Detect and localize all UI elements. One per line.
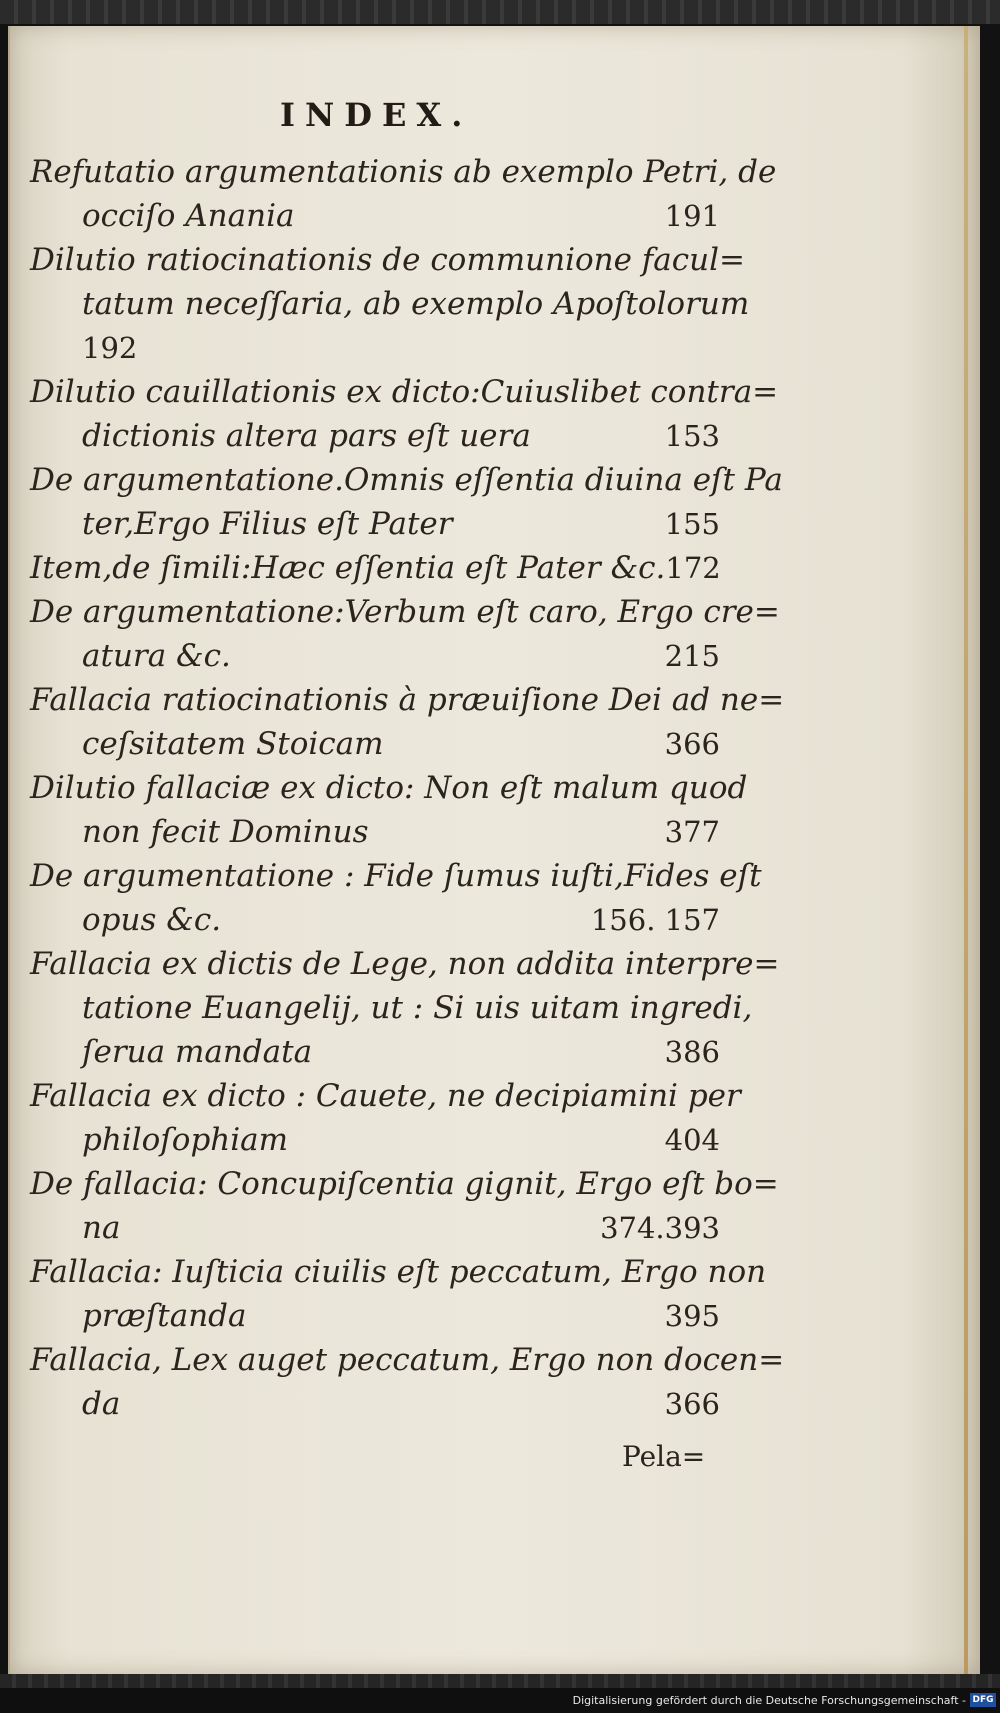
entry-text: philoſophiam: [82, 1122, 289, 1158]
index-entry: [30, 458, 783, 546]
entry-text: Fallacia: Iuſticia ciuilis eſt peccatum, Ergo non: [30, 1254, 767, 1290]
index-entry: [30, 370, 779, 458]
index-entry: [30, 678, 785, 766]
entry-text: ceſsitatem Stoicam: [82, 726, 384, 762]
index-entry: [30, 150, 777, 238]
entry-text: Item,de ſimili:Hæc eſſentia eſt Pater &c.: [30, 550, 666, 586]
index-entry: [30, 1338, 785, 1426]
index-entry: [30, 1162, 779, 1250]
entry-text: dictionis altera pars eſt uera: [82, 418, 531, 454]
index-entry-line: [30, 502, 720, 546]
entry-text: atura &c.: [82, 638, 231, 674]
scan-top-strip: [0, 0, 1000, 24]
dfg-logo: DFG: [970, 1693, 996, 1707]
index-entry-line: [30, 1382, 720, 1426]
page-reference: 377: [664, 815, 720, 849]
index-entry: [30, 854, 762, 942]
entry-text: Refutatio argumentationis ab exemplo Petri, de: [30, 154, 777, 190]
index-entry-line: [30, 1162, 779, 1206]
index-entry-line: [30, 282, 750, 326]
entry-text: da: [82, 1386, 121, 1422]
entry-text: tatione Euangelij, ut : Si uis uitam ingredi,: [82, 990, 753, 1026]
index-entry-line: [30, 1338, 785, 1382]
page-reference: 374.393: [600, 1211, 720, 1245]
page-reference: 215: [664, 639, 720, 673]
index-entry-line: [30, 546, 720, 590]
entry-text: tatum neceſſaria, ab exemplo Apoſtolorum: [82, 286, 750, 322]
entry-text: De argumentatione:Verbum eſt caro, Ergo cre=: [30, 594, 780, 630]
entry-text: Fallacia ratiocinationis à præuiſione Dei ad ne=: [30, 682, 785, 718]
entry-text: Dilutio ratiocinationis de communione facul=: [30, 242, 745, 278]
entry-text: Fallacia, Lex auget peccatum, Ergo non docen=: [30, 1342, 785, 1378]
index-entry: [30, 1074, 741, 1162]
entry-text: De fallacia: Concupiſcentia gignit, Ergo eſt bo=: [30, 1166, 779, 1202]
page-reference: 153: [664, 419, 720, 453]
index-entry: [30, 1250, 767, 1338]
running-head: INDEX.: [280, 96, 473, 134]
index-entry-line: [30, 986, 753, 1030]
entry-text: præſtanda: [82, 1298, 247, 1334]
entry-text: Fallacia ex dictis de Lege, non addita interpre=: [30, 946, 780, 982]
page-reference: 395: [664, 1299, 720, 1333]
page-reference: 366: [664, 1387, 720, 1421]
index-entry: [30, 942, 780, 1074]
entry-text: De argumentatione : Fide ſumus iuſti,Fides eſt: [30, 858, 762, 894]
index-entry-line: [30, 326, 720, 370]
page-reference: 191: [664, 199, 720, 233]
index-entry-line: [30, 1206, 720, 1250]
index-entry-line: [30, 194, 720, 238]
entry-text: ter,Ergo Filius eſt Pater: [82, 506, 453, 542]
index-entry-line: [30, 722, 720, 766]
page-reference: 366: [664, 727, 720, 761]
index-entry-line: [30, 1074, 741, 1118]
index-entry: [30, 766, 748, 854]
index-entry-line: [30, 150, 777, 194]
index-entry-line: [30, 854, 762, 898]
entry-text: non fecit Dominus: [82, 814, 369, 850]
page-reference: 172: [665, 551, 721, 585]
index-entry-line: [30, 766, 748, 810]
entry-text: ſerua mandata: [82, 1034, 313, 1070]
index-entry-line: [30, 1250, 767, 1294]
index-entry-line: [30, 414, 720, 458]
entry-text: Fallacia ex dicto : Cauete, ne decipiamini per: [30, 1078, 741, 1114]
index-entry-line: [30, 810, 720, 854]
page-edge: [964, 26, 968, 1674]
index-entry-line: [30, 678, 785, 722]
index-entry-line: [30, 1030, 720, 1074]
index-entry-line: [30, 238, 745, 282]
scan-bottom-strip: [0, 1674, 1000, 1688]
index-entry-line: [30, 590, 780, 634]
index-entry-line: [30, 1118, 720, 1162]
entry-text: Dilutio cauillationis ex dicto:Cuiuslibet contra=: [30, 374, 779, 410]
entry-text: Dilutio fallaciæ ex dicto: Non eſt malum quod: [30, 770, 748, 806]
page-reference: 156. 157: [590, 903, 720, 937]
index-entry-line: [30, 458, 783, 502]
footer-bar: [0, 1688, 1000, 1713]
index-entry-line: [30, 898, 720, 942]
entry-text: opus &c.: [82, 902, 222, 938]
page-reference: 192: [82, 331, 138, 365]
index-entry: [30, 546, 720, 590]
index-entry: [30, 238, 750, 370]
index-entries: [30, 150, 785, 1426]
catchword: Pela=: [622, 1440, 706, 1473]
footer-credit: Digitalisierung gefördert durch die Deutsche Forschungsgemeinschaft -: [572, 1694, 966, 1707]
page-reference: 386: [664, 1035, 720, 1069]
entry-text: De argumentatione.Omnis eſſentia diuina eſt Pa: [30, 462, 783, 498]
index-entry-line: [30, 1294, 720, 1338]
index-entry: [30, 590, 780, 678]
page-reference: 404: [664, 1123, 720, 1157]
entry-text: na: [82, 1210, 121, 1246]
index-entry-line: [30, 634, 720, 678]
index-entry-line: [30, 370, 779, 414]
page-reference: 155: [664, 507, 720, 541]
index-entry-line: [30, 942, 780, 986]
entry-text: occiſo Anania: [82, 198, 295, 234]
